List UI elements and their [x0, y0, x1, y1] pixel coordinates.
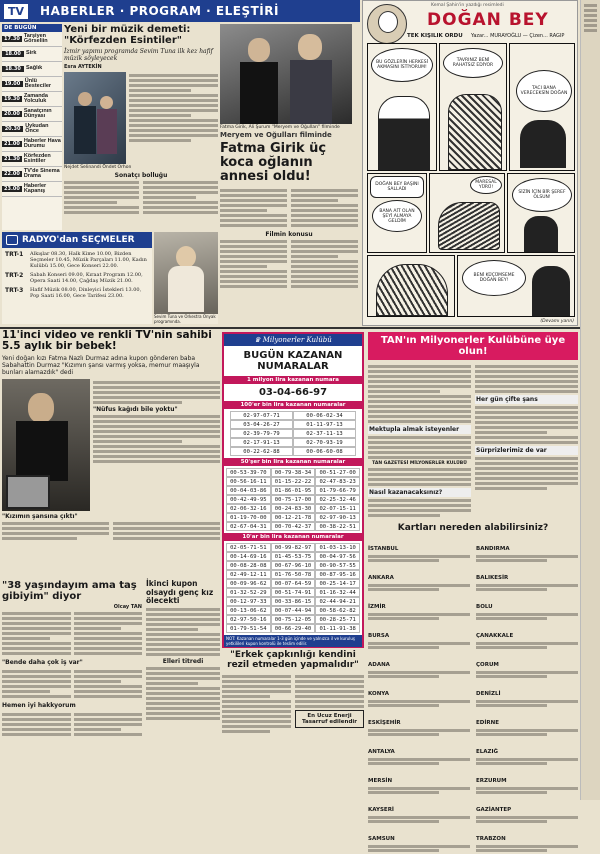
city-entry [476, 738, 578, 765]
comic-small-label: Kemal Şahin'in yazdığı resimledi [431, 3, 504, 8]
lottery-number: 02-70-93-19 [293, 438, 356, 447]
person-silhouette-icon [378, 11, 398, 33]
video-lead: Yeni doğan kızı Fatma Nazlı Durmaz adına kupon gönderen baba Sabahattin Durmaz "Kızımın şansı varmış yoksa, memur maaşıyla bunları alamazdık" dedi [2, 355, 200, 376]
radio-row [5, 251, 149, 269]
lottery-box [222, 332, 364, 648]
radio-row [5, 287, 149, 299]
tv-program-name: Sanatçının Dünyası [23, 107, 52, 119]
city-entry [368, 738, 470, 765]
lottery-number: 02-49-12-11 [226, 570, 271, 579]
lottery-number: 00-99-82-97 [271, 543, 316, 552]
person-silhouette-icon [168, 266, 204, 312]
city-name: ADANA [368, 662, 390, 668]
tv-program-name: TV'de Sinema Drama [23, 167, 60, 179]
music-headline: Yeni bir müzik demeti: "Körfezden Esintiler" [64, 24, 191, 46]
radio-title: RADYO'dan SEÇMELER [22, 235, 135, 245]
section-title: HABERLER · PROGRAM · ELEŞTİRİ [40, 4, 279, 18]
radio-title-bar [2, 232, 152, 248]
city-entry [476, 796, 578, 823]
lottery-number: 01-16-32-44 [315, 588, 360, 597]
speech-bubble: MARESAL YÜRÜ! [470, 176, 502, 194]
city-entry [368, 651, 470, 678]
person-silhouette-icon [524, 216, 558, 252]
music-byline: Esra AYTEKİN [64, 64, 102, 70]
lottery-number: 01-79-66-79 [315, 486, 360, 495]
lottery-number: 00-33-86-15 [271, 597, 316, 606]
person-silhouette-icon [248, 38, 270, 62]
city-name: ANTALYA [368, 749, 395, 755]
lottery-number: 02-97-90-13 [315, 513, 360, 522]
city-name: KAYSERİ [368, 807, 394, 813]
person-silhouette-icon [376, 264, 448, 316]
comic-subtitle: TEK KIŞILIK ORDU [407, 33, 463, 39]
lottery-number: 02-37-11-13 [293, 429, 356, 438]
city-name: ANKARA [368, 575, 394, 581]
music-article [64, 24, 218, 230]
music-subhead: İzmir yapımı programda Sevim Tuna ilk kez hafif müzik söyleyecek [64, 48, 213, 62]
tv-program-name: Körfezden Esintiler [23, 152, 51, 164]
lottery-number: 00-14-69-16 [226, 552, 271, 561]
city-name: ÇORUM [476, 662, 499, 668]
lottery-number: 01-76-50-78 [271, 570, 316, 579]
lottery-main-number: 03-04-66-97 [258, 387, 328, 398]
bottom-right-headline: "Erkek çapkınlığı kendini rezil etmeden yapmalıdır" [227, 650, 359, 670]
film-caption-title: Meryem ve Oğulları filminde [220, 131, 332, 139]
lottery-number: 00-51-27-00 [315, 468, 360, 477]
lottery-number: 00-06-02-34 [293, 411, 356, 420]
tv-guide-item [2, 32, 62, 47]
tv-program-name: Haberler Hava Durumu [23, 137, 61, 149]
lottery-number: 02-07-15-11 [315, 504, 360, 513]
music-caption: Nejdet Selinandi Öndet Orhon [64, 165, 132, 170]
city-entry [476, 535, 578, 562]
speech-bubble: BU GÖZLERİN HERKESİ AKMASINI İSTİYORUM! [371, 48, 433, 82]
video-headline: 11'inci video ve renkli TV'nin sahibi 5.5 aylık bir bebek! [2, 329, 212, 352]
lottery-number: 00-13-06-62 [226, 606, 271, 615]
lottery-number: 02-17-91-13 [230, 438, 293, 447]
singer-photo [154, 232, 218, 324]
bottom-mid-article [146, 580, 220, 800]
bottom-left-author: Olcay TAN [113, 604, 142, 610]
tv-program-name: Tarşiyen Görseliin [23, 32, 48, 44]
club-coupon-label: TAN GAZETESİ MİLYONERLER KULÜBÜ [372, 461, 467, 466]
person-silhouette-icon [74, 106, 96, 154]
lottery-number: 00-75-12-05 [271, 615, 316, 624]
comic-title: DOĞAN BEY [427, 10, 549, 30]
tv-logo: TV [4, 4, 28, 19]
lottery-number: 00-79-38-34 [271, 468, 316, 477]
lottery-number: 01-15-22-22 [271, 477, 316, 486]
lottery-number: 00-51-74-91 [271, 588, 316, 597]
energy-box: En Ucuz Enerji Tasarruf edilendir [295, 710, 364, 728]
film-section-title: Filmin konusu [265, 231, 313, 238]
comic-portrait [367, 4, 407, 44]
film-photo [220, 24, 352, 124]
tv-guide-item [2, 107, 62, 122]
city-entry [368, 564, 470, 591]
city-name: İSTANBUL [368, 546, 399, 552]
tv-time: 18.30 [2, 66, 24, 72]
lottery-number: 02-39-79-79 [230, 429, 293, 438]
radio-station-label: TRT-2 [5, 272, 24, 279]
tv-guide-item [2, 92, 62, 107]
lottery-number: 02-97-50-16 [226, 615, 271, 624]
comic-strip [362, 0, 578, 326]
comic-credits: Yazar... MURAYOĞLU — Çizen... RAGIP [471, 33, 565, 39]
tv-program-name: Ünlü Besteciler [24, 77, 52, 89]
tv-time: 19.00 [2, 81, 23, 87]
city-name: ELAZIĞ [476, 749, 499, 755]
city-entry [368, 535, 470, 562]
radio-row-text: Hafif Müzik 08.00, Dinleyici İstekleri 13.00, Pop Saati 16.00, Gece Tarifesi 23.00. [30, 287, 142, 299]
city-name: GAZİANTEP [476, 807, 512, 813]
club-section-title: Mektupla almak isteyenler [368, 425, 471, 434]
video-article [2, 330, 220, 578]
video-section-title: "Nüfus kağıdı bile yoktu" [93, 406, 178, 413]
tv-time: 23.00 [4, 186, 20, 192]
club-section-title: Her gün çifte şans [475, 395, 578, 404]
lottery-number: 00-09-96-62 [226, 579, 271, 588]
city-entry [368, 709, 470, 736]
lottery-number: 00-04-97-56 [315, 552, 360, 561]
comic-panel-8 [457, 255, 575, 317]
lottery-number: 00-06-60-08 [293, 447, 356, 456]
tv-guide-item [2, 47, 62, 62]
lottery-number: 00-53-39-70 [226, 468, 271, 477]
lottery-band-1: 1 milyon lira kazanan numara [224, 376, 362, 384]
lottery-number: 00-42-49-95 [226, 495, 271, 504]
bottom-left-headline: "38 yaşındayım ama taş gibiyim" diyor [2, 580, 137, 602]
city-entry [368, 593, 470, 620]
lottery-number: 00-58-62-82 [315, 606, 360, 615]
lottery-number: 00-07-64-59 [271, 579, 316, 588]
lottery-number: 02-06-32-16 [226, 504, 271, 513]
comic-panel-4 [367, 173, 427, 253]
city-name: BURSA [368, 633, 390, 639]
city-name: ESKİŞEHİR [368, 720, 401, 726]
tv-time: 22.00 [4, 171, 20, 177]
lottery-number: 00-28-25-71 [315, 615, 360, 624]
tv-time: 21.00 [4, 141, 20, 147]
person-silhouette-icon [448, 94, 502, 170]
tv-program-name: Sağlık [26, 65, 43, 72]
bottom-left-section-2: Hemen iyi hakkyorum [2, 702, 76, 709]
lottery-number: 03-04-26-27 [230, 420, 293, 429]
music-photo [64, 72, 126, 164]
speech-bubble: DOĞAN BEY BAŞINI SALLADI [370, 176, 424, 198]
film-headline: Fatma Girik üç koca oğlanın annesi oldu! [220, 141, 327, 184]
lottery-number: 00-08-28-08 [226, 561, 271, 570]
bottom-right-article [222, 650, 364, 800]
tv-guide-item [2, 77, 62, 92]
comic-panel-1 [367, 43, 437, 171]
city-name: EDİRNE [476, 720, 499, 726]
city-entry [368, 767, 470, 794]
tv-guide-item [2, 182, 62, 197]
lottery-number: 00-75-17-00 [271, 495, 316, 504]
bottom-left-section-1: "Bende daha çok iş var" [2, 659, 83, 666]
singer-photo-caption: Sevim Tuna ve Orkestra Onyak programında. [154, 314, 218, 324]
lottery-number: 00-12-21-78 [271, 513, 316, 522]
lottery-band-4: 10'ar bin lira kazanan numaralar [224, 533, 362, 541]
city-name: BOLU [476, 604, 493, 610]
radio-station-label: TRT-3 [5, 287, 24, 294]
person-silhouette-icon [240, 62, 278, 124]
lottery-number: 00-87-95-16 [315, 570, 360, 579]
page-edge [580, 0, 600, 800]
city-entry [476, 593, 578, 620]
club-cards-title: Kartları nereden alabilirsiniz? [397, 523, 549, 533]
comic-panel-6 [507, 173, 575, 253]
tv-guide-item [2, 122, 62, 137]
person-silhouette-icon [176, 246, 196, 268]
city-entry [476, 680, 578, 707]
lottery-band-2: 100'er bin lira kazanan numaralar [224, 401, 362, 409]
city-name: ÇANAKKALE [476, 633, 514, 639]
lottery-number: 00-67-96-10 [271, 561, 316, 570]
person-silhouette-icon [78, 92, 92, 106]
city-name: BANDIRMA [476, 546, 510, 552]
city-entry [368, 825, 470, 852]
tv-guide-item [2, 62, 62, 77]
city-entry [476, 709, 578, 736]
radio-section [2, 232, 152, 324]
city-entry [476, 767, 578, 794]
tv-time: 20.00 [4, 111, 20, 117]
lottery-number: 01-11-91-38 [315, 624, 360, 633]
lottery-number: 01-03-13-10 [315, 543, 360, 552]
lottery-number: 00-56-16-11 [226, 477, 271, 486]
comic-continued: (Devamı yarın) [540, 319, 574, 324]
speech-bubble: TACI BANA VERECEKSİN DOĞAN [516, 70, 572, 112]
lottery-number: 00-12-97-33 [226, 597, 271, 606]
tv-guide-label: DE BUGÜN [2, 24, 62, 32]
comic-panel-7 [367, 255, 455, 317]
lottery-number: 02-97-07-71 [230, 411, 293, 420]
person-silhouette-icon [16, 421, 68, 481]
comic-panel-5 [429, 173, 505, 253]
person-silhouette-icon [28, 393, 54, 423]
city-name: SAMSUN [368, 836, 395, 842]
city-name: ERZURUM [476, 778, 507, 784]
tv-time: 20.30 [2, 126, 23, 132]
city-entry [476, 651, 578, 678]
tv-set-icon [6, 475, 50, 509]
person-silhouette-icon [97, 109, 117, 154]
city-name: MERSİN [368, 778, 393, 784]
city-entry [368, 680, 470, 707]
video-photo [2, 379, 90, 511]
video-photo-caption: "Kızımın şansına çıktı" [2, 513, 78, 520]
lottery-number: 02-25-32-46 [315, 495, 360, 504]
speech-bubble: TAVRINIZ BENİ RAHATSIZ EDİYOR [443, 48, 503, 78]
radio-row-text: Alkışlar 08.30, Halk Kime 10.00, Bizden Seçmeler 10.45, Müzik Parçaları 11.00, Kadın Kulübü 15.00, Gece Konseri 22.00. [30, 251, 147, 269]
bottom-mid-headline: İkinci kupon olsaydı genç kız ölecekti [146, 579, 214, 605]
person-silhouette-icon [298, 34, 322, 60]
club-section-title: Sürprizlerimiz de var [475, 446, 578, 455]
tv-time: 18.00 [2, 51, 24, 57]
tv-guide-item [2, 137, 62, 152]
lottery-number: 01-32-52-29 [226, 588, 271, 597]
film-photo-caption: Fatma Girik, Ali Şurum "Meryem ve Oğulları" filminde [220, 125, 340, 130]
person-silhouette-icon [520, 120, 566, 168]
speech-bubble: BENİ KÜÇÜMSEME DOĞAN BEY! [462, 260, 526, 296]
city-entry [476, 622, 578, 649]
city-entry [476, 564, 578, 591]
city-name: BALIKESİR [476, 575, 509, 581]
person-silhouette-icon [378, 96, 430, 170]
lottery-number: 00-38-22-51 [315, 522, 360, 531]
tv-guide-item [2, 152, 62, 167]
tv-time: 21.30 [4, 156, 20, 162]
tv-guide [2, 24, 62, 230]
tv-program-name: Sirk [26, 50, 37, 57]
lottery-brand-bar [224, 334, 362, 346]
club-article [368, 332, 578, 842]
lottery-number: 00-25-14-17 [315, 579, 360, 588]
person-silhouette-icon [100, 96, 113, 109]
lottery-number: 01-79-51-54 [226, 624, 271, 633]
lottery-number: 00-07-44-94 [271, 606, 316, 615]
radio-station-label: TRT-1 [5, 251, 24, 258]
lottery-number: 02-47-83-23 [315, 477, 360, 486]
tv-guide-item [2, 167, 62, 182]
bottom-left-article [2, 580, 142, 800]
speech-bubble: BANA AİT OLAN ŞEYİ ALMAYA GELDİM [372, 200, 422, 232]
crown-icon: ♛ [254, 336, 263, 344]
bottom-mid-section: Elleri titredi [162, 657, 204, 665]
person-silhouette-icon [532, 266, 570, 316]
lottery-brand: Milyonerler Kulübü [262, 336, 332, 344]
lottery-number: 00-22-62-88 [230, 447, 293, 456]
lottery-number: 02-44-94-21 [315, 597, 360, 606]
tv-program-name: Zamanda Yolculuk [23, 92, 48, 104]
tv-time: 17.30 [4, 36, 20, 42]
tv-program-name: Haberler Kapanış [23, 182, 47, 194]
speech-bubble: SİZİN İÇİN BİR ŞEREF OLSUN! [512, 178, 572, 212]
lottery-number: 00-90-57-55 [315, 561, 360, 570]
city-name: KONYA [368, 691, 390, 697]
section-header [0, 0, 360, 22]
lottery-number: 01-86-01-95 [271, 486, 316, 495]
lottery-number: 01-19-70-00 [226, 513, 271, 522]
comic-panel-2 [439, 43, 507, 171]
city-entry [476, 825, 578, 852]
radio-icon [6, 235, 18, 245]
lottery-number: 00-24-83-30 [271, 504, 316, 513]
lottery-band-3: 50'şer bin lira kazanan numaralar [224, 458, 362, 466]
music-section-title: Sonatçı bolluğu [114, 172, 168, 179]
club-section-title: Nasıl kazanacaksınız? [368, 488, 471, 497]
person-silhouette-icon [290, 60, 332, 124]
city-name: DENİZLİ [476, 691, 501, 697]
lottery-number: 02-05-71-51 [226, 543, 271, 552]
lottery-number: 00-04-03-86 [226, 486, 271, 495]
radio-row [5, 272, 149, 284]
lottery-number: 02-67-04-31 [226, 522, 271, 531]
lottery-number: 00-70-42-37 [271, 522, 316, 531]
tv-program-name: Uykudan Önce [25, 122, 49, 134]
club-title: TAN'ın Milyonerler Kulübüne üye olun! [368, 332, 578, 360]
comic-panel-3 [509, 43, 575, 171]
film-article [220, 24, 358, 324]
horse-rider-icon [438, 202, 500, 250]
lottery-number: 00-66-29-40 [271, 624, 316, 633]
city-name: İZMİR [368, 604, 386, 610]
lottery-number: 01-11-97-13 [293, 420, 356, 429]
lottery-footer: NOT: Kazanan numaralar 1-3 gün içinde ve yalnızca il ve kuruluş yetkilileri kupon kontrolü ile teslim edilir. [224, 635, 362, 647]
tv-time: 19.30 [4, 96, 20, 102]
city-name: TRABZON [476, 836, 506, 842]
radio-row-text: Sabah Konseri 09.00, Kıraat Program 12.00, Opera Saati 14.00, Çağdaş Müzik 21.00. [30, 272, 143, 284]
city-entry [368, 796, 470, 823]
lottery-number: 01-45-53-75 [271, 552, 316, 561]
lottery-title: BUGÜN KAZANAN NUMARALAR [243, 350, 343, 372]
city-entry [368, 622, 470, 649]
